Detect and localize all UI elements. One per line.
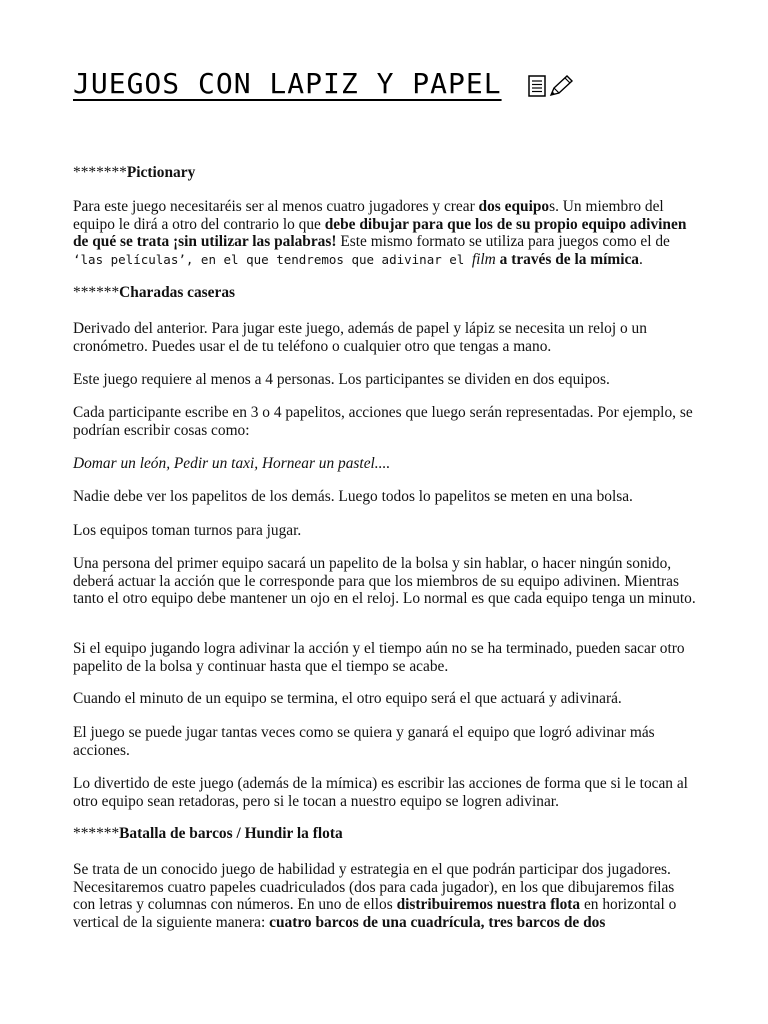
section-heading-pictionary bbox=[73, 164, 195, 182]
text-run: . bbox=[639, 250, 643, 268]
paragraph: Cada participante escribe en 3 o 4 papelitos, acciones que luego serán representadas. Por ejemplo, se podrían escribir cosas como: bbox=[73, 404, 693, 439]
heading-text: Batalla de barcos / Hundir la flota bbox=[119, 825, 343, 842]
heading-stars: ****** bbox=[73, 825, 120, 842]
paragraph: Este juego requiere al menos a 4 personas. Los participantes se dividen en dos equipos. bbox=[73, 371, 610, 388]
italic-run: film bbox=[471, 250, 496, 268]
paragraph: Si el equipo jugando logra adivinar la acción y el tiempo aún no se ha terminado, pueden sacar otro papelito de la bolsa y continuar hasta que el tiempo se acabe. bbox=[73, 640, 685, 675]
pencil-icon bbox=[548, 74, 574, 98]
text-run: Para este juego necesitaréis ser al menos cuatro jugadores y crear bbox=[73, 198, 479, 215]
page-title: JUEGOS CON LAPIZ Y PAPEL bbox=[73, 67, 502, 100]
section-heading-charadas bbox=[73, 284, 235, 302]
paragraph: Una persona del primer equipo sacará un papelito de la bolsa y sin hablar, o hacer ningún sonido, deberá actuar la acción que le corresponde para que los miembros de su equipo adivinen. Mientras tanto el otro equipo debe mantener un ojo en el reloj. Lo normal es que cada equipo tenga un minuto. bbox=[73, 555, 696, 608]
heading-text: Pictionary bbox=[126, 164, 196, 181]
document-icon bbox=[528, 75, 546, 97]
bold-run: distribuiremos nuestra flota bbox=[396, 896, 581, 914]
heading-stars: ****** bbox=[73, 284, 120, 301]
paragraph: Cuando el minuto de un equipo se termina, el otro equipo será el que actuará y adivinará. bbox=[73, 690, 622, 707]
paragraph: El juego se puede jugar tantas veces como se quiera y ganará el equipo que logró adivinar más acciones. bbox=[73, 724, 655, 759]
section-heading-batalla bbox=[73, 825, 343, 843]
heading-stars: ******* bbox=[73, 164, 127, 181]
bold-run: dos equipo bbox=[478, 198, 550, 215]
paragraph bbox=[73, 861, 698, 931]
text-run: ‘las películas’, en el que tendremos que adivinar el bbox=[73, 251, 472, 267]
paragraph: Nadie debe ver los papelitos de los demás. Luego todos lo papelitos se meten en una bolsa. bbox=[73, 488, 633, 505]
bold-run: debe dibujar para que los de su propio equipo adivinen de qué se trata ¡sin utilizar las palabras! bbox=[73, 215, 687, 251]
paragraph: Lo divertido de este juego (además de la mímica) es escribir las acciones de forma que si le tocan al otro equipo sean retadoras, pero si le tocan a nuestro equipo se logren adivinar. bbox=[73, 775, 688, 810]
title-icons bbox=[528, 74, 574, 98]
text-run: s. Un miembro del equipo le dirá a otro del contrario lo que bbox=[73, 198, 664, 233]
bold-run: cuatro barcos de una cuadrícula, tres barcos de dos bbox=[269, 913, 606, 931]
paragraph-italic bbox=[73, 455, 698, 473]
italic-run: Domar un león, Pedir un taxi, Hornear un pastel.... bbox=[73, 455, 391, 472]
bold-run: a través de la mímica bbox=[495, 250, 639, 268]
text-run: en horizontal o vertical de la siguiente manera: bbox=[73, 896, 677, 931]
paragraph: Los equipos toman turnos para jugar. bbox=[73, 522, 302, 539]
text-run: Se trata de un conocido juego de habilidad y estrategia en el que podrán participar dos jugadores. Necesitaremos cuatro papeles cuadriculados (dos para cada jugador), en los que dibujaremos filas con letras y columnas con números. En uno de ellos bbox=[73, 861, 675, 914]
text-run: Este mismo formato se utiliza para juegos como el de bbox=[336, 233, 670, 251]
paragraph: Derivado del anterior. Para jugar este juego, además de papel y lápiz se necesita un reloj o un cronómetro. Puedes usar el de tu teléfono o cualquier otro que tengas a mano. bbox=[73, 320, 647, 355]
heading-text: Charadas caseras bbox=[119, 284, 236, 301]
paragraph bbox=[73, 198, 698, 268]
title-row bbox=[73, 67, 574, 100]
